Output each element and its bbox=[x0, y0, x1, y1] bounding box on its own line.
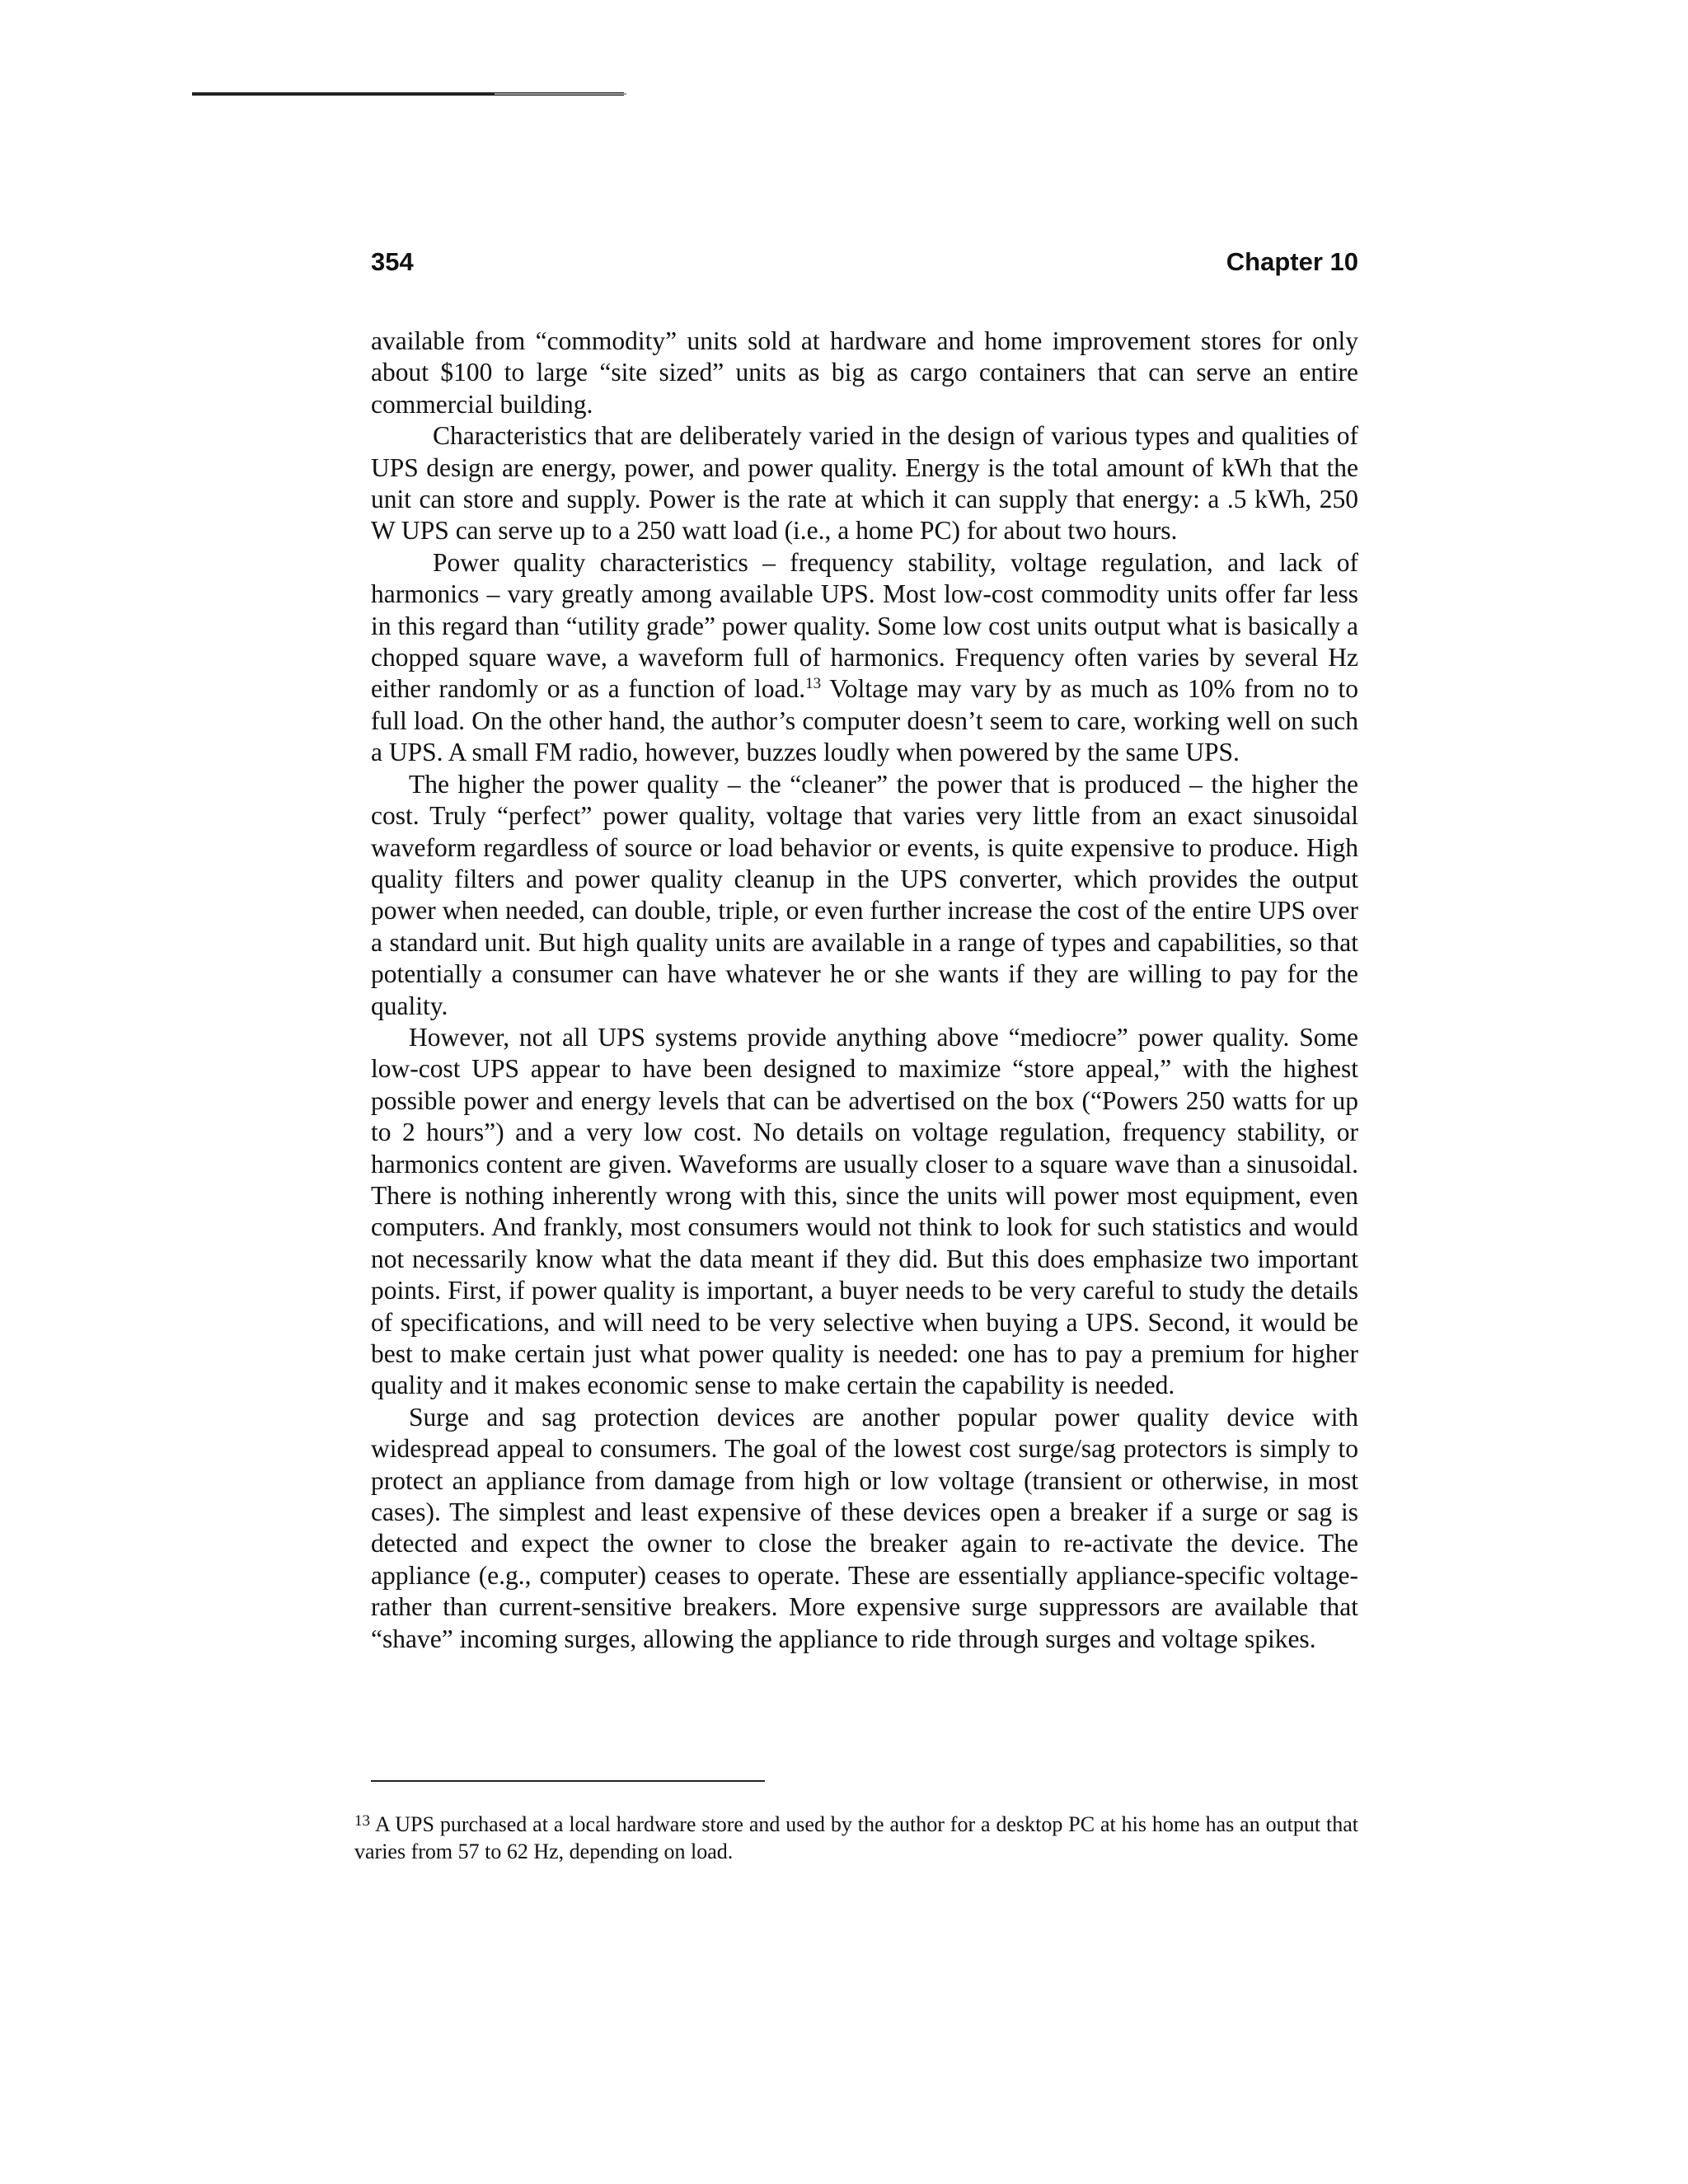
paragraph-power-quality-text: Power quality characteristics – frequency stability, voltage regulation, and lack of harmonics – vary greatly among available UPS. Most low-cost commodity units offer far less in this regard than “utility grade” power quality. Some low cost units output what is basically a chopped square wave, a waveform full of harmonics. Frequency often varies by several Hz either randomly or as a function of load. bbox=[371, 547, 1358, 704]
paragraph-mediocre-quality: However, not all UPS systems provide anything above “mediocre” power quality. Some low-cost UPS appear to have been designed to maximize “store appeal,” with the highest possible power and energy levels that can be advertised on the box (“Powers 250 watts for up to 2 hours”) and a very low cost. No details on voltage regulation, frequency stability, or harmonics content are given. Waveforms are usually closer to a square wave than a sinusoidal. There is nothing inherently wrong with this, since the units will power most equipment, even computers. And frankly, most consumers would not think to look for such statistics and would not necessarily know what the data meant if they did. But this does emphasize two important points. First, if power quality is important, a buyer needs to be very careful to study the details of specifications, and will need to be very selective when buying a UPS. Second, it would be best to make certain just what power quality is needed: one has to pay a premium for higher quality and it makes economic sense to make certain the capability is needed. bbox=[371, 1022, 1358, 1400]
paragraph-power-quality-text-continued: Voltage may vary by as much as 10% from no to full load. On the other hand, the author’s computer doesn’t seem to care, working well on such a UPS. A small FM radio, however, buzzes loudly when powered by the same UPS. bbox=[371, 674, 1358, 767]
paragraph-higher-quality: The higher the power quality – the “cleaner” the power that is produced – the higher the cost. Truly “perfect” power quality, voltage that varies very little from an exact sinusoidal waveform regardless of source or load behavior or events, is quite expensive to produce. High quality filters and power quality cleanup in the UPS converter, which provides the output power when needed, can double, triple, or even further increase the cost of the entire UPS over a standard unit. But high quality units are available in a range of types and capabilities, so that potentially a consumer can have whatever he or she wants if they are willing to pay for the quality. bbox=[371, 769, 1358, 1020]
footnote bbox=[354, 1811, 1358, 1865]
footnote-text: A UPS purchased at a local hardware store and used by the author for a desktop PC at his home has an output that varies from 57 to 62 Hz, depending on load. bbox=[354, 1812, 1358, 1863]
paragraph-continued: available from “commodity” units sold at hardware and home improvement stores for only about $100 to large “site sized” units as big as cargo containers that can serve an entire commercial building. bbox=[371, 326, 1358, 419]
chapter-label: Chapter 10 bbox=[1226, 247, 1358, 276]
footnote-mark: 13 bbox=[354, 1812, 370, 1830]
footnote-reference[interactable]: 13 bbox=[805, 675, 822, 693]
paragraph-characteristics: Characteristics that are deliberately varied in the design of various types and qualities of UPS design are energy, power, and power quality. Energy is the total amount of kWh that the unit can store and supply. Power is the rate at which it can supply that energy: a .5 kWh, 250 W UPS can serve up to a 250 watt load (i.e., a home PC) for about two hours. bbox=[371, 421, 1358, 546]
footnote-rule bbox=[371, 1780, 765, 1782]
top-rule-tail bbox=[495, 93, 626, 95]
body-text bbox=[371, 326, 1358, 1655]
running-head bbox=[371, 247, 1358, 280]
paragraph-surge-sag: Surge and sag protection devices are another popular power quality device with widespread appeal to consumers. The goal of the lowest cost surge/sag protectors is simply to protect an appliance from damage from high or low voltage (transient or otherwise, in most cases). The simplest and least expensive of these devices open a breaker if a surge or sag is detected and expect the owner to close the breaker again to re-activate the device. The appliance (e.g., computer) ceases to operate. These are essentially appliance-specific voltage- rather than current-sensitive breakers. More expensive surge suppressors are available that “shave” incoming surges, allowing the appliance to ride through surges and voltage spikes. bbox=[371, 1402, 1358, 1653]
page-number: 354 bbox=[371, 247, 414, 276]
paragraph-power-quality bbox=[371, 547, 1358, 769]
